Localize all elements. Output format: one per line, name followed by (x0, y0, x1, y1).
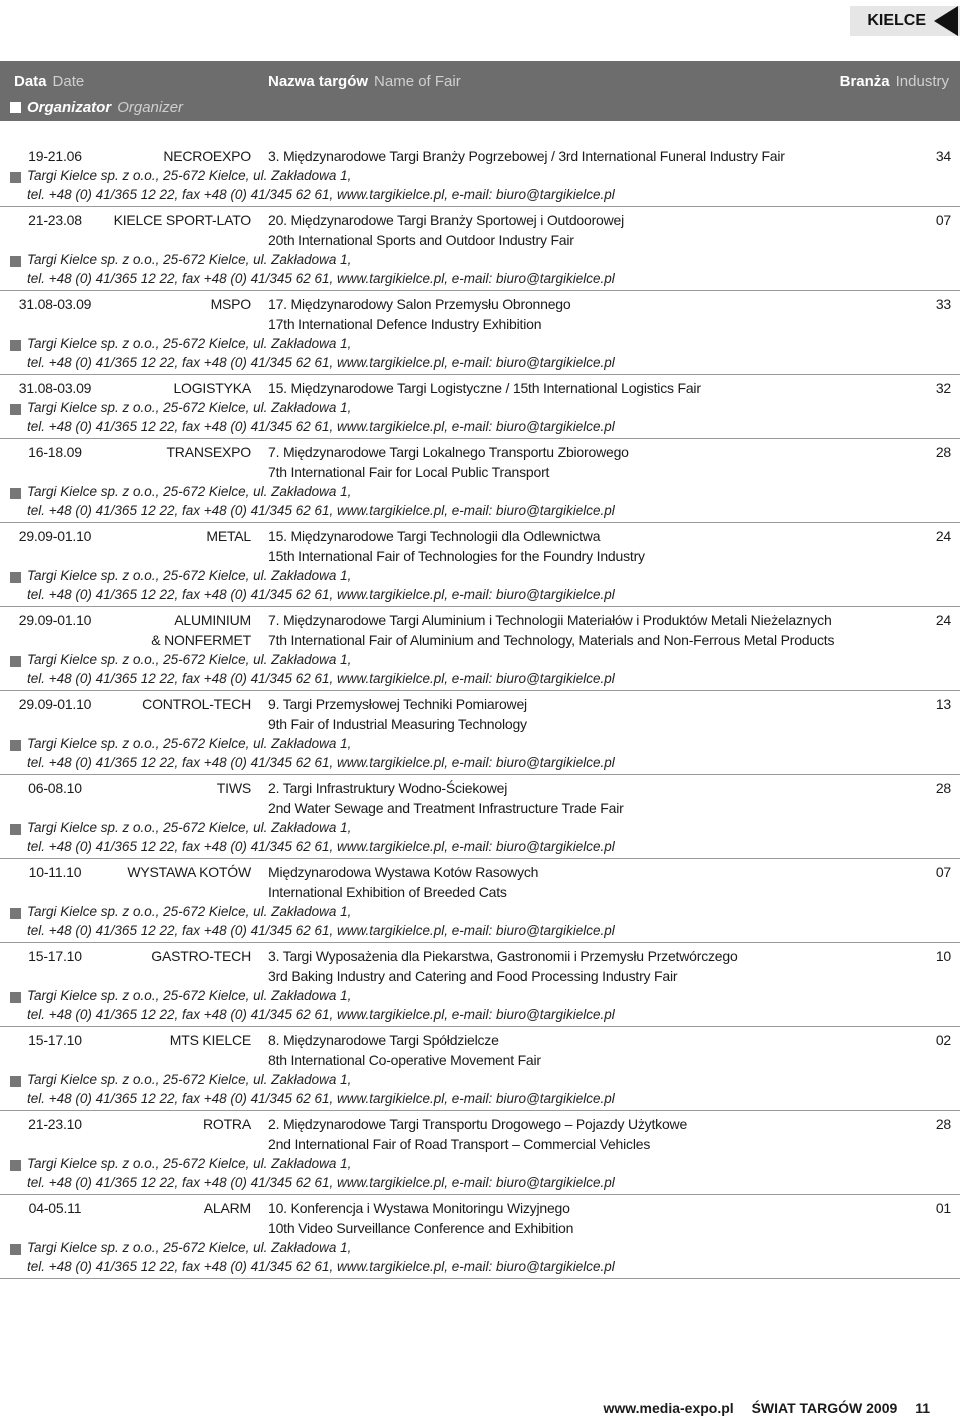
fair-short-name: TRANSEXPO (166, 444, 251, 460)
organizer-line (0, 904, 960, 923)
fair-entry (0, 143, 960, 207)
fair-date: 06-08.10 (28, 780, 82, 796)
fair-line (0, 1136, 960, 1156)
fair-short-name: WYSTAWA KOTÓW (127, 864, 251, 880)
organizer-contact: tel. +48 (0) 41/365 12 22, fax +48 (0) 41/345 62 61, www.targikielce.pl, e-mail: biuro@targikielce.pl (27, 839, 615, 854)
industry-code: 07 (935, 212, 951, 228)
fair-line (0, 1052, 960, 1072)
fair-entry (0, 523, 960, 607)
fair-short-name: TIWS (216, 780, 251, 796)
square-bullet-icon (10, 1244, 21, 1255)
industry-code: 28 (935, 444, 951, 460)
fair-full-name: 2nd International Fair of Road Transport – Commercial Vehicles (268, 1136, 651, 1152)
header-name-en: Name of Fair (374, 73, 461, 90)
square-bullet-icon (10, 908, 21, 919)
fair-short-name: CONTROL-TECH (142, 696, 251, 712)
fair-short-name: KIELCE SPORT-LATO (113, 212, 251, 228)
fair-entry (0, 1027, 960, 1111)
contact-line (0, 187, 960, 206)
industry-code: 07 (935, 864, 951, 880)
footer-publication: ŚWIAT TARGÓW 2009 (751, 1400, 898, 1416)
fair-date: 21-23.08 (28, 212, 82, 228)
organizer-contact: tel. +48 (0) 41/365 12 22, fax +48 (0) 41/345 62 61, www.targikielce.pl, e-mail: biuro@targikielce.pl (27, 271, 615, 286)
contact-line (0, 839, 960, 858)
organizer-address: Targi Kielce sp. z o.o., 25-672 Kielce, ul. Zakładowa 1, (27, 484, 352, 499)
fair-entry (0, 859, 960, 943)
organizer-line (0, 568, 960, 587)
organizer-line (0, 252, 960, 271)
fair-line (0, 864, 960, 884)
fair-line (0, 800, 960, 820)
fair-line (0, 316, 960, 336)
fair-line (0, 968, 960, 988)
fair-line (0, 884, 960, 904)
page-footer (590, 1400, 930, 1416)
organizer-address: Targi Kielce sp. z o.o., 25-672 Kielce, ul. Zakładowa 1, (27, 736, 352, 751)
square-bullet-icon (10, 740, 21, 751)
fair-full-name: 9th Fair of Industrial Measuring Technology (268, 716, 527, 732)
organizer-contact: tel. +48 (0) 41/365 12 22, fax +48 (0) 41/345 62 61, www.targikielce.pl, e-mail: biuro@targikielce.pl (27, 1091, 615, 1106)
header-date-en: Date (52, 73, 85, 90)
square-bullet-icon (10, 172, 21, 183)
fair-full-name: 9. Targi Przemysłowej Techniki Pomiarowej (268, 696, 527, 712)
fair-line (0, 1220, 960, 1240)
header-date (14, 73, 84, 90)
fair-full-name: 20. Międzynarodowe Targi Branży Sportowej i Outdoorowej (268, 212, 625, 228)
fair-full-name: 7. Międzynarodowe Targi Aluminium i Technologii Materiałów i Produktów Metali Nieżelaznych (268, 612, 832, 628)
square-bullet-icon (10, 656, 21, 667)
fair-entry (0, 291, 960, 375)
organizer-line (0, 652, 960, 671)
fair-line (0, 1200, 960, 1220)
square-bullet-icon (10, 824, 21, 835)
organizer-line (0, 400, 960, 419)
fair-date: 04-05.11 (28, 1200, 82, 1216)
fair-short-name: ALUMINIUM (174, 612, 251, 628)
contact-line (0, 1091, 960, 1110)
fair-line (0, 464, 960, 484)
page-number: 11 (915, 1400, 930, 1416)
industry-code: 34 (935, 148, 951, 164)
fair-line (0, 780, 960, 800)
fair-line (0, 232, 960, 252)
organizer-contact: tel. +48 (0) 41/365 12 22, fax +48 (0) 41/345 62 61, www.targikielce.pl, e-mail: biuro@targikielce.pl (27, 1259, 615, 1274)
fair-date: 19-21.06 (28, 148, 82, 164)
fair-full-name: 20th International Sports and Outdoor Industry Fair (268, 232, 574, 248)
fair-short-name: ROTRA (202, 1116, 251, 1132)
square-bullet-icon (10, 1160, 21, 1171)
organizer-line (0, 484, 960, 503)
fair-line (0, 444, 960, 464)
fair-full-name: Międzynarodowa Wystawa Kotów Rasowych (268, 864, 539, 880)
fair-short-name: METAL (206, 528, 251, 544)
fair-full-name: 2. Targi Infrastruktury Wodno-Ściekowej (268, 780, 508, 796)
header-fair-name (268, 73, 461, 90)
square-bullet-icon (10, 992, 21, 1003)
arrow-left-icon (934, 6, 958, 36)
organizer-line (0, 988, 960, 1007)
fair-full-name: 17. Międzynarodowy Salon Przemysłu Obronnego (268, 296, 571, 312)
organizer-contact: tel. +48 (0) 41/365 12 22, fax +48 (0) 41/345 62 61, www.targikielce.pl, e-mail: biuro@targikielce.pl (27, 355, 615, 370)
organizer-address: Targi Kielce sp. z o.o., 25-672 Kielce, ul. Zakładowa 1, (27, 1072, 352, 1087)
fair-date: 15-17.10 (28, 948, 82, 964)
organizer-line (0, 1156, 960, 1175)
square-bullet-icon (10, 340, 21, 351)
contact-line (0, 755, 960, 774)
fair-full-name: 3. Międzynarodowe Targi Branży Pogrzebowej / 3rd International Funeral Industry Fair (268, 148, 785, 164)
header-industry (840, 73, 949, 90)
fair-short-name: ALARM (203, 1200, 251, 1216)
contact-line (0, 419, 960, 438)
fair-full-name: 10th Video Surveillance Conference and Exhibition (268, 1220, 574, 1236)
fair-full-name: 8th International Co-operative Movement Fair (268, 1052, 541, 1068)
fair-date: 29.09-01.10 (18, 528, 92, 544)
organizer-address: Targi Kielce sp. z o.o., 25-672 Kielce, ul. Zakładowa 1, (27, 1156, 352, 1171)
fair-line (0, 948, 960, 968)
organizer-line (0, 336, 960, 355)
fair-short-name: GASTRO-TECH (151, 948, 251, 964)
header-date-pl: Data (14, 73, 47, 90)
industry-code: 24 (935, 528, 951, 544)
fair-entry (0, 943, 960, 1027)
organizer-line (0, 1072, 960, 1091)
fair-line (0, 612, 960, 632)
organizer-address: Targi Kielce sp. z o.o., 25-672 Kielce, ul. Zakładowa 1, (27, 904, 352, 919)
square-bullet-icon (10, 1076, 21, 1087)
industry-code: 01 (935, 1200, 951, 1216)
contact-line (0, 1259, 960, 1278)
fair-full-name: 3. Targi Wyposażenia dla Piekarstwa, Gastronomii i Przemysłu Przetwórczego (268, 948, 738, 964)
fair-full-name: 7th International Fair for Local Public Transport (268, 464, 550, 480)
fair-full-name: International Exhibition of Breeded Cats (268, 884, 507, 900)
fair-entry (0, 1111, 960, 1195)
industry-code: 33 (935, 296, 951, 312)
organizer-address: Targi Kielce sp. z o.o., 25-672 Kielce, ul. Zakładowa 1, (27, 1240, 352, 1255)
organizer-address: Targi Kielce sp. z o.o., 25-672 Kielce, ul. Zakładowa 1, (27, 252, 352, 267)
header-name-pl: Nazwa targów (268, 73, 369, 90)
organizer-contact: tel. +48 (0) 41/365 12 22, fax +48 (0) 41/345 62 61, www.targikielce.pl, e-mail: biuro@targikielce.pl (27, 1007, 615, 1022)
square-bullet-icon (10, 256, 21, 267)
organizer-contact: tel. +48 (0) 41/365 12 22, fax +48 (0) 41/345 62 61, www.targikielce.pl, e-mail: biuro@targikielce.pl (27, 587, 615, 602)
fair-full-name: 10. Konferencja i Wystawa Monitoringu Wizyjnego (268, 1200, 570, 1216)
contact-line (0, 923, 960, 942)
fair-full-name: 2nd Water Sewage and Treatment Infrastructure Trade Fair (268, 800, 624, 816)
organizer-line (0, 168, 960, 187)
contact-line (0, 1007, 960, 1026)
square-bullet-icon (10, 102, 21, 113)
organizer-contact: tel. +48 (0) 41/365 12 22, fax +48 (0) 41/345 62 61, www.targikielce.pl, e-mail: biuro@targikielce.pl (27, 187, 615, 202)
organizer-contact: tel. +48 (0) 41/365 12 22, fax +48 (0) 41/345 62 61, www.targikielce.pl, e-mail: biuro@targikielce.pl (27, 1175, 615, 1190)
header-organizer-en: Organizer (117, 99, 184, 116)
organizer-address: Targi Kielce sp. z o.o., 25-672 Kielce, ul. Zakładowa 1, (27, 336, 352, 351)
fair-line (0, 1116, 960, 1136)
industry-code: 28 (935, 780, 951, 796)
fair-date: 16-18.09 (28, 444, 82, 460)
fair-entry (0, 607, 960, 691)
organizer-contact: tel. +48 (0) 41/365 12 22, fax +48 (0) 41/345 62 61, www.targikielce.pl, e-mail: biuro@targikielce.pl (27, 755, 615, 770)
top-bar (0, 0, 960, 46)
organizer-address: Targi Kielce sp. z o.o., 25-672 Kielce, ul. Zakładowa 1, (27, 652, 352, 667)
contact-line (0, 355, 960, 374)
industry-code: 28 (935, 1116, 951, 1132)
organizer-address: Targi Kielce sp. z o.o., 25-672 Kielce, ul. Zakładowa 1, (27, 568, 352, 583)
fair-line (0, 148, 960, 168)
fair-entry (0, 375, 960, 439)
fair-full-name: 7. Międzynarodowe Targi Lokalnego Transportu Zbiorowego (268, 444, 629, 460)
fair-short-name: & NONFERMET (151, 632, 251, 648)
fair-short-name: LOGISTYKA (173, 380, 251, 396)
square-bullet-icon (10, 404, 21, 415)
fair-date: 31.08-03.09 (18, 296, 92, 312)
fair-full-name: 2. Międzynarodowe Targi Transportu Drogowego – Pojazdy Użytkowe (268, 1116, 688, 1132)
table-header (0, 61, 960, 121)
city-tab (850, 6, 960, 36)
fair-entry (0, 207, 960, 291)
fair-date: 10-11.10 (28, 864, 82, 880)
fair-line (0, 296, 960, 316)
contact-line (0, 503, 960, 522)
header-organizer-pl: Organizator (27, 99, 112, 116)
fair-short-name: MTS KIELCE (169, 1032, 251, 1048)
fair-full-name: 15. Międzynarodowe Targi Technologii dla Odlewnictwa (268, 528, 601, 544)
industry-code: 13 (935, 696, 951, 712)
industry-code: 10 (935, 948, 951, 964)
header-industry-en: Industry (895, 73, 949, 90)
organizer-contact: tel. +48 (0) 41/365 12 22, fax +48 (0) 41/345 62 61, www.targikielce.pl, e-mail: biuro@targikielce.pl (27, 419, 615, 434)
industry-code: 02 (935, 1032, 951, 1048)
fair-short-name: MSPO (210, 296, 251, 312)
header-industry-pl: Branża (839, 73, 890, 90)
organizer-line (0, 1240, 960, 1259)
fair-line (0, 696, 960, 716)
fair-entry (0, 439, 960, 523)
fair-line (0, 212, 960, 232)
contact-line (0, 1175, 960, 1194)
fair-short-name: NECROEXPO (163, 148, 251, 164)
contact-line (0, 587, 960, 606)
industry-code: 24 (935, 612, 951, 628)
fair-line (0, 1032, 960, 1052)
fair-full-name: 15. Międzynarodowe Targi Logistyczne / 15th International Logistics Fair (268, 380, 701, 396)
fair-full-name: 8. Międzynarodowe Targi Spółdzielcze (268, 1032, 499, 1048)
contact-line (0, 271, 960, 290)
fair-entry (0, 775, 960, 859)
organizer-contact: tel. +48 (0) 41/365 12 22, fax +48 (0) 41/345 62 61, www.targikielce.pl, e-mail: biuro@targikielce.pl (27, 671, 615, 686)
organizer-address: Targi Kielce sp. z o.o., 25-672 Kielce, ul. Zakładowa 1, (27, 988, 352, 1003)
organizer-line (0, 820, 960, 839)
organizer-contact: tel. +48 (0) 41/365 12 22, fax +48 (0) 41/345 62 61, www.targikielce.pl, e-mail: biuro@targikielce.pl (27, 923, 615, 938)
fair-line (0, 632, 960, 652)
fair-list (0, 143, 960, 1279)
fair-full-name: 7th International Fair of Aluminium and Technology, Materials and Non-Ferrous Metal Products (268, 632, 835, 648)
organizer-address: Targi Kielce sp. z o.o., 25-672 Kielce, ul. Zakładowa 1, (27, 168, 352, 183)
organizer-line (0, 736, 960, 755)
fair-line (0, 528, 960, 548)
fair-entry (0, 1195, 960, 1279)
fair-line (0, 548, 960, 568)
contact-line (0, 671, 960, 690)
fair-full-name: 17th International Defence Industry Exhibition (268, 316, 542, 332)
fair-date: 21-23.10 (28, 1116, 82, 1132)
fair-full-name: 15th International Fair of Technologies for the Foundry Industry (268, 548, 645, 564)
organizer-address: Targi Kielce sp. z o.o., 25-672 Kielce, ul. Zakładowa 1, (27, 400, 352, 415)
fair-date: 15-17.10 (28, 1032, 82, 1048)
square-bullet-icon (10, 488, 21, 499)
fair-date: 29.09-01.10 (18, 696, 92, 712)
fair-line (0, 716, 960, 736)
fair-full-name: 3rd Baking Industry and Catering and Food Processing Industry Fair (268, 968, 678, 984)
city-label: KIELCE (867, 12, 926, 29)
fair-line (0, 380, 960, 400)
fair-date: 31.08-03.09 (18, 380, 92, 396)
organizer-contact: tel. +48 (0) 41/365 12 22, fax +48 (0) 41/345 62 61, www.targikielce.pl, e-mail: biuro@targikielce.pl (27, 503, 615, 518)
footer-url: www.media-expo.pl (603, 1400, 734, 1416)
fair-entry (0, 691, 960, 775)
header-organizer (10, 99, 183, 116)
organizer-address: Targi Kielce sp. z o.o., 25-672 Kielce, ul. Zakładowa 1, (27, 820, 352, 835)
square-bullet-icon (10, 572, 21, 583)
fair-date: 29.09-01.10 (18, 612, 92, 628)
industry-code: 32 (935, 380, 951, 396)
